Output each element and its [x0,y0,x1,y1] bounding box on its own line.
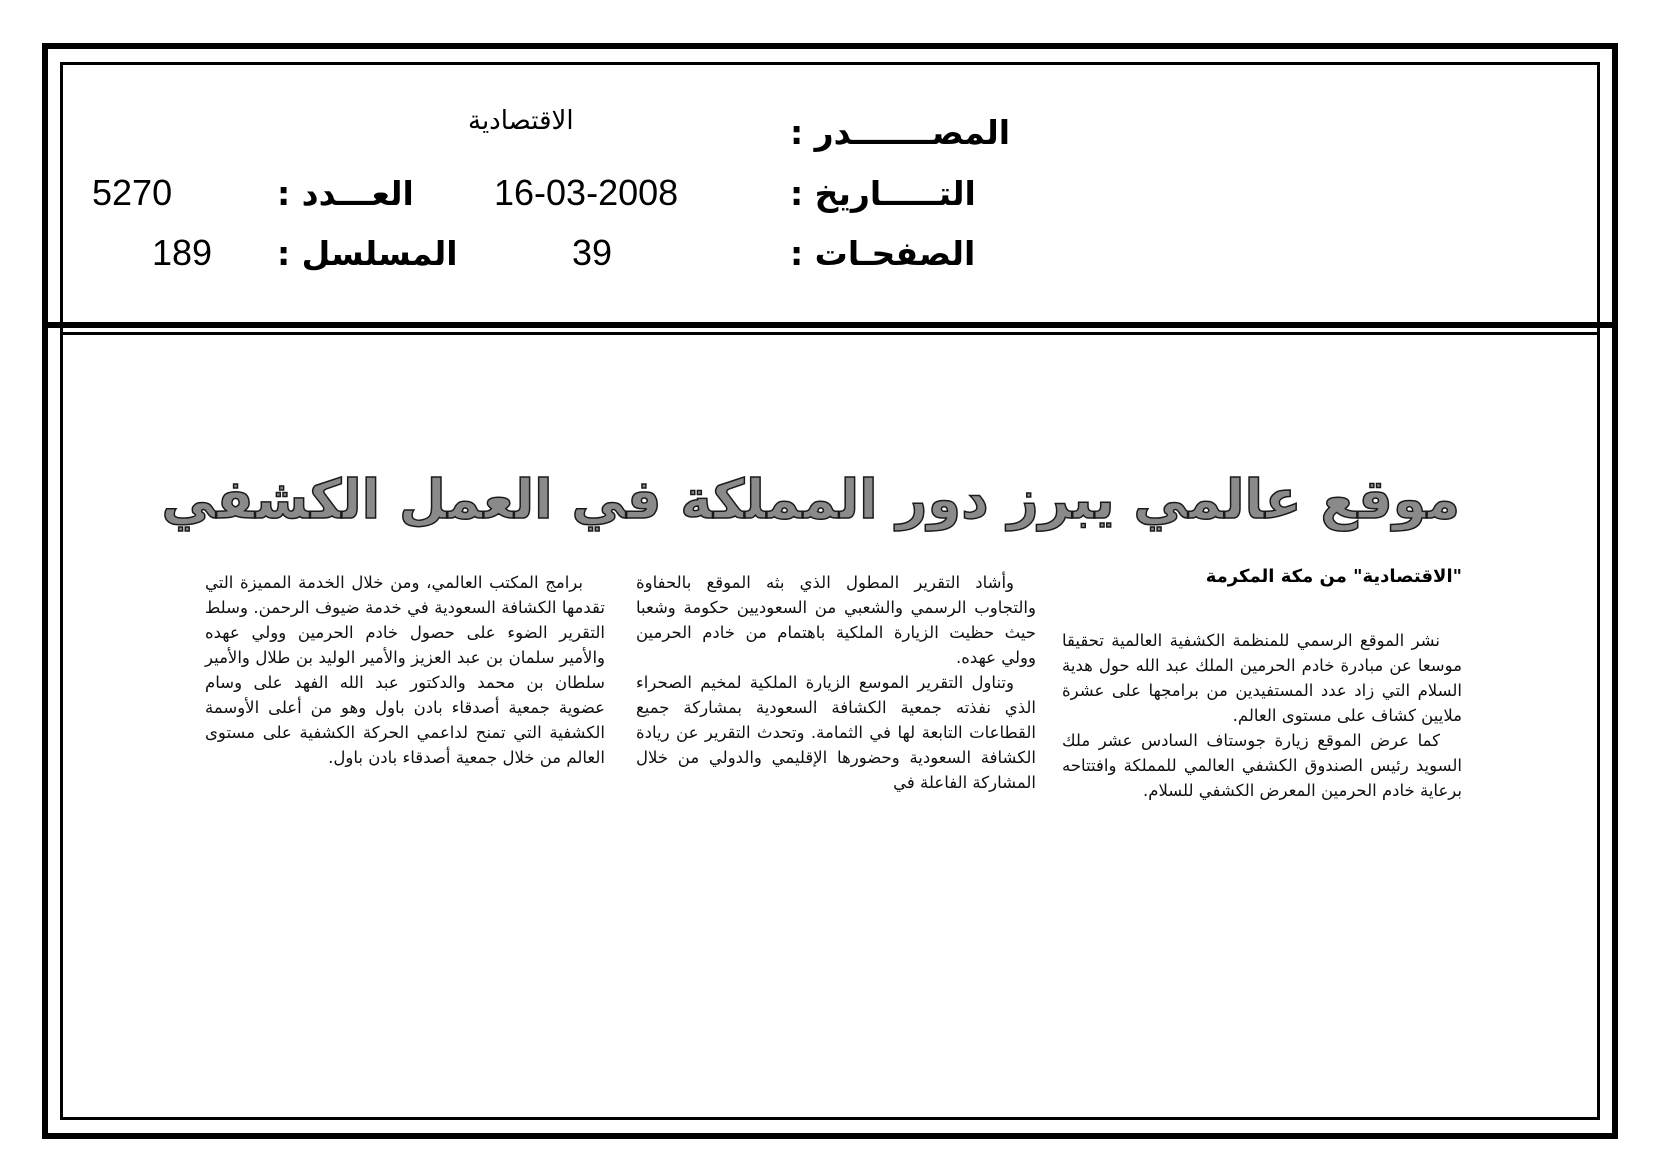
article-paragraph: كما عرض الموقع زيارة جوستاف السادس عشر ملك السويد رئيس الصندوق الكشفي العالمي للمملكة وافتتاحه برعاية خادم الحرمين المعرض الكشفي للسلام. [1062,731,1462,800]
issue-label: العـــدد : [277,174,414,213]
serial-label: المسلسل : [277,234,458,273]
source-value: الاقتصادية [468,106,574,136]
source-label: المصـــــــدر : [790,113,1011,152]
date-label: التـــــاريخ : [790,174,976,213]
article-paragraph: وأشاد التقرير المطول الذي بثه الموقع بالحفاوة والتجاوب الرسمي والشعبي من السعوديين حكومة وشعبا حيث حظيت الزيارة الملكية باهتمام من خادم الحرمين وولي عهده. [636,573,1036,667]
article-paragraph: نشر الموقع الرسمي للمنظمة الكشفية العالمية تحقيقا موسعا عن مبادرة خادم الحرمين الملك عبد الله حول هدية السلام التي زاد عدد المستفيدين من برامجها على عشرة ملايين كشاف على مستوى العالم. [1062,631,1462,725]
article-byline: "الاقتصادية" من مكة المكرمة [1205,566,1462,587]
serial-value: 189 [152,232,213,273]
pages-value: 39 [572,232,613,273]
article-column-1 [1062,628,1462,803]
article-headline: موقع عالمي يبرز دور المملكة في العمل الكشفي [161,468,1460,531]
article-column-3 [205,570,605,770]
pages-label: الصفحـات : [790,234,976,273]
article-column-2 [636,570,1036,795]
header-divider-thin [60,332,1600,335]
issue-value: 5270 [92,172,173,213]
article-paragraph: برامج المكتب العالمي، ومن خلال الخدمة المميزة التي تقدمها الكشافة السعودية في خدمة ضيوف الرحمن. وسلط التقرير الضوء على حصول خادم الحرمين وولي عهده والأمير سلمان بن عبد العزيز والأمير الوليد بن طلال والأمير سلطان بن محمد والدكتور عبد الله الفهد على وسام عضوية جمعية أصدقاء بادن باول وهو من أعلى الأوسمة الكشفية التي تمنح لداعمي الحركة الكشفية على مستوى العالم من خلال جمعية أصدقاء بادن باول. [205,573,605,767]
article-paragraph: وتناول التقرير الموسع الزيارة الملكية لمخيم الصحراء الذي نفذته جمعية الكشافة السعودية بمشاركة جميع القطاعات التابعة لها في الثمامة. وتحدث التقرير عن ريادة الكشافة السعودية وحضورها الإقليمي والدولي من خلال المشاركة الفاعلة في [636,673,1036,792]
date-value: 16-03-2008 [494,172,679,213]
header-divider-thick [42,322,1618,328]
